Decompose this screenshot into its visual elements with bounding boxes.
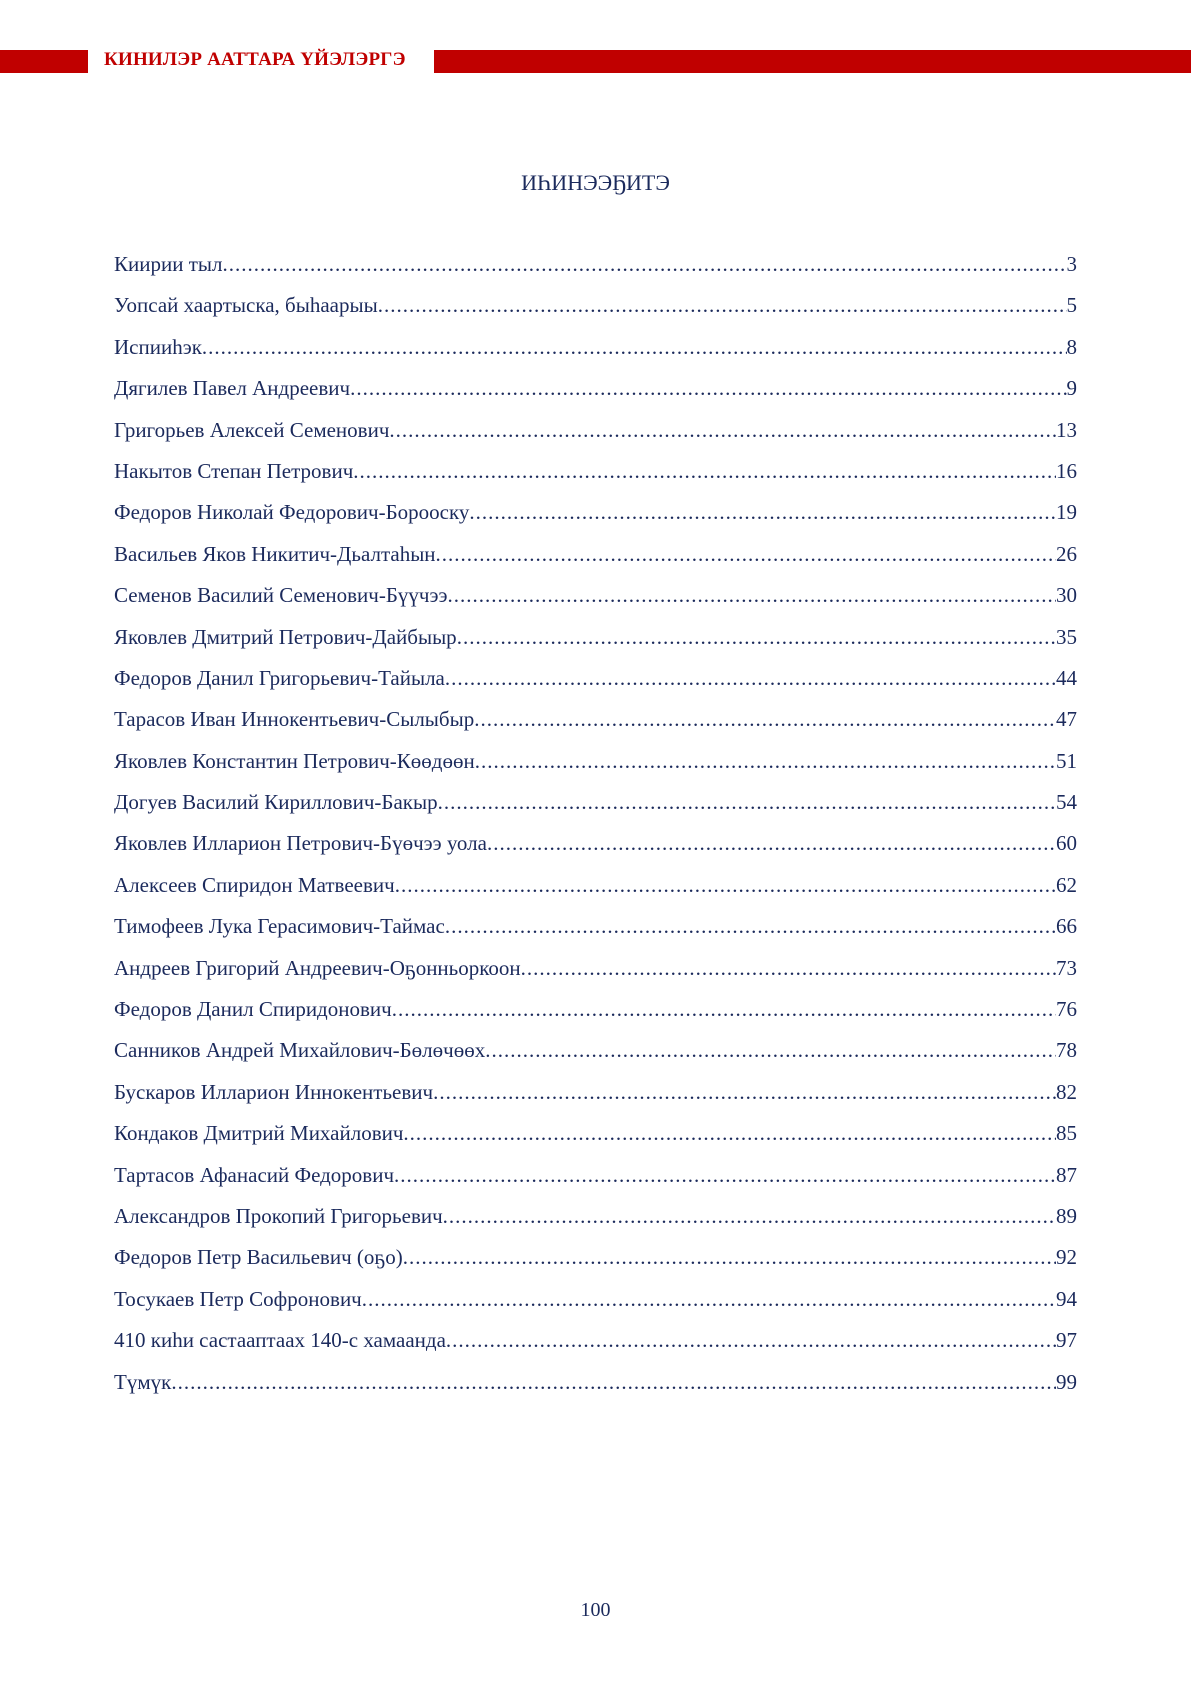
toc-leader-dots bbox=[353, 459, 1056, 484]
toc-entry-page: 19 bbox=[1056, 500, 1077, 525]
toc-entry-title: Васильев Яков Никитич-Дьалтаһын bbox=[114, 541, 436, 566]
toc-entry-title: Киирии тыл bbox=[114, 252, 223, 276]
toc-entry-page: 62 bbox=[1056, 872, 1077, 897]
toc-entry-page: 9 bbox=[1066, 376, 1077, 401]
toc-entry-page: 99 bbox=[1056, 1369, 1077, 1394]
toc-entry-page: 73 bbox=[1056, 955, 1077, 980]
toc-leader-dots bbox=[378, 293, 1067, 318]
toc-leader-dots bbox=[389, 418, 1056, 443]
toc-leader-dots bbox=[362, 1287, 1056, 1312]
toc-leader-dots bbox=[475, 749, 1056, 774]
toc-leader-dots bbox=[436, 542, 1056, 567]
toc-leader-dots bbox=[445, 914, 1056, 939]
toc-entry[interactable] bbox=[114, 1080, 1077, 1121]
toc-leader-dots bbox=[394, 1163, 1056, 1188]
toc-entry-page: 26 bbox=[1056, 541, 1077, 566]
toc-entry-page: 78 bbox=[1056, 1038, 1077, 1063]
toc-entry[interactable] bbox=[114, 583, 1077, 624]
toc-entry-title: Яковлев Дмитрий Петрович-Дайбыыр bbox=[114, 624, 457, 649]
toc-entry[interactable] bbox=[114, 914, 1077, 955]
toc-entry-title: Александров Прокопий Григорьевич bbox=[114, 1203, 443, 1228]
toc-entry-title: Түмүк bbox=[114, 1369, 172, 1394]
table-of-contents bbox=[114, 252, 1077, 1411]
toc-entry[interactable] bbox=[114, 873, 1077, 914]
toc-entry[interactable] bbox=[114, 1287, 1077, 1328]
toc-entry[interactable] bbox=[114, 1370, 1077, 1411]
toc-entry-page: 94 bbox=[1056, 1286, 1077, 1311]
toc-entry[interactable] bbox=[114, 542, 1077, 583]
toc-entry[interactable] bbox=[114, 956, 1077, 997]
toc-entry-title: Кондаков Дмитрий Михайлович bbox=[114, 1121, 404, 1146]
toc-entry-page: 3 bbox=[1066, 252, 1077, 276]
toc-entry-title: Алексеев Спиридон Матвеевич bbox=[114, 872, 395, 897]
toc-leader-dots bbox=[446, 1328, 1056, 1353]
toc-entry-title: Тосукаев Петр Софронович bbox=[114, 1286, 362, 1311]
header-bar-right bbox=[434, 50, 1191, 73]
toc-leader-dots bbox=[403, 1121, 1056, 1146]
toc-entry-title: 410 киһи састааптаах 140-с хамаанда bbox=[114, 1328, 446, 1353]
toc-leader-dots bbox=[395, 873, 1056, 898]
toc-entry-page: 13 bbox=[1056, 417, 1077, 442]
toc-leader-dots bbox=[392, 997, 1056, 1022]
toc-leader-dots bbox=[445, 666, 1056, 691]
toc-entry-title: Тарасов Иван Иннокентьевич-Сылыбыр bbox=[114, 707, 475, 732]
toc-entry[interactable] bbox=[114, 707, 1077, 748]
toc-leader-dots bbox=[350, 376, 1066, 401]
toc-leader-dots bbox=[443, 1204, 1056, 1229]
toc-leader-dots bbox=[171, 1370, 1056, 1395]
toc-entry-title: Накытов Степан Петрович bbox=[114, 458, 354, 483]
toc-entry-title: Догуев Василий Кириллович-Бакыр bbox=[114, 790, 438, 815]
toc-entry[interactable] bbox=[114, 418, 1077, 459]
toc-entry-title: Григорьев Алексей Семенович bbox=[114, 417, 390, 442]
toc-entry[interactable] bbox=[114, 831, 1077, 872]
toc-entry[interactable] bbox=[114, 252, 1077, 293]
toc-entry-title: Яковлев Константин Петрович-Көөдөөн bbox=[114, 748, 475, 773]
toc-entry-page: 60 bbox=[1056, 831, 1077, 856]
toc-entry-page: 8 bbox=[1066, 334, 1077, 359]
toc-leader-dots bbox=[457, 625, 1056, 650]
toc-entry-page: 92 bbox=[1056, 1245, 1077, 1270]
toc-entry[interactable] bbox=[114, 1328, 1077, 1369]
toc-entry[interactable] bbox=[114, 666, 1077, 707]
toc-entry-title: Федоров Данил Григорьевич-Тайыла bbox=[114, 665, 445, 690]
toc-entry[interactable] bbox=[114, 625, 1077, 666]
toc-entry-title: Уопсай хаартыска, быһаарыы bbox=[114, 293, 378, 318]
toc-leader-dots bbox=[438, 790, 1056, 815]
toc-entry-page: 5 bbox=[1066, 293, 1077, 318]
toc-entry[interactable] bbox=[114, 997, 1077, 1038]
toc-leader-dots bbox=[447, 583, 1056, 608]
toc-entry-title: Федоров Петр Васильевич (оҕо) bbox=[114, 1245, 403, 1270]
toc-entry-title: Федоров Данил Спиридонович bbox=[114, 997, 392, 1022]
toc-entry-title: Санников Андрей Михайлович-Бөлөчөөх bbox=[114, 1038, 486, 1063]
toc-entry-title: Дягилев Павел Андреевич bbox=[114, 376, 351, 401]
running-header: КИНИЛЭР ААТТАРА ҮЙЭЛЭРГЭ bbox=[104, 49, 406, 70]
toc-entry[interactable] bbox=[114, 790, 1077, 831]
page-number: 100 bbox=[580, 1599, 611, 1621]
toc-entry-title: Тимофеев Лука Герасимович-Таймас bbox=[114, 914, 445, 939]
toc-entry[interactable] bbox=[114, 500, 1077, 541]
toc-entry-page: 89 bbox=[1056, 1203, 1077, 1228]
toc-entry-page: 97 bbox=[1056, 1328, 1077, 1353]
toc-entry[interactable] bbox=[114, 1121, 1077, 1162]
toc-entry-page: 66 bbox=[1056, 914, 1077, 939]
toc-entry[interactable] bbox=[114, 1038, 1077, 1079]
toc-entry-page: 35 bbox=[1056, 624, 1077, 649]
toc-leader-dots bbox=[474, 707, 1056, 732]
toc-leader-dots bbox=[521, 956, 1056, 981]
toc-entry[interactable] bbox=[114, 459, 1077, 500]
toc-entry-page: 87 bbox=[1056, 1162, 1077, 1187]
toc-entry[interactable] bbox=[114, 293, 1077, 334]
toc-entry[interactable] bbox=[114, 749, 1077, 790]
toc-leader-dots bbox=[222, 252, 1066, 277]
toc-entry-title: Андреев Григорий Андреевич-Оҕонньоркоон bbox=[114, 955, 521, 980]
toc-entry-page: 54 bbox=[1056, 790, 1077, 815]
toc-entry-page: 82 bbox=[1056, 1079, 1077, 1104]
toc-entry-title: Яковлев Илларион Петрович-Бүөчээ уола bbox=[114, 831, 487, 856]
toc-entry-page: 44 bbox=[1056, 665, 1077, 690]
toc-leader-dots bbox=[433, 1080, 1056, 1105]
toc-entry-title: Федоров Николай Федорович-Бороocку bbox=[114, 500, 470, 525]
toc-entry-title: Тартасов Афанасий Федорович bbox=[114, 1162, 395, 1187]
toc-leader-dots bbox=[487, 831, 1056, 856]
toc-entry-page: 47 bbox=[1056, 707, 1077, 732]
toc-entry-page: 16 bbox=[1056, 458, 1077, 483]
header-bar-left bbox=[0, 50, 88, 73]
toc-leader-dots bbox=[485, 1038, 1056, 1063]
toc-leader-dots bbox=[202, 335, 1067, 360]
toc-entry-page: 76 bbox=[1056, 997, 1077, 1022]
toc-entry-page: 30 bbox=[1056, 583, 1077, 608]
toc-entry-page: 51 bbox=[1056, 748, 1077, 773]
toc-entry-title: Бускаров Илларион Иннокентьевич bbox=[114, 1079, 434, 1104]
toc-entry[interactable] bbox=[114, 376, 1077, 417]
page-title: ИҺИНЭЭҔИТЭ bbox=[521, 170, 670, 195]
toc-entry[interactable] bbox=[114, 1245, 1077, 1286]
toc-entry-page: 85 bbox=[1056, 1121, 1077, 1146]
toc-entry-title: Испииһэк bbox=[114, 334, 202, 359]
toc-entry-title: Семенов Василий Семенович-Бүүчээ bbox=[114, 583, 448, 608]
toc-entry[interactable] bbox=[114, 1163, 1077, 1204]
toc-leader-dots bbox=[469, 500, 1056, 525]
toc-entry[interactable] bbox=[114, 335, 1077, 376]
toc-entry[interactable] bbox=[114, 1204, 1077, 1245]
toc-leader-dots bbox=[403, 1245, 1056, 1270]
